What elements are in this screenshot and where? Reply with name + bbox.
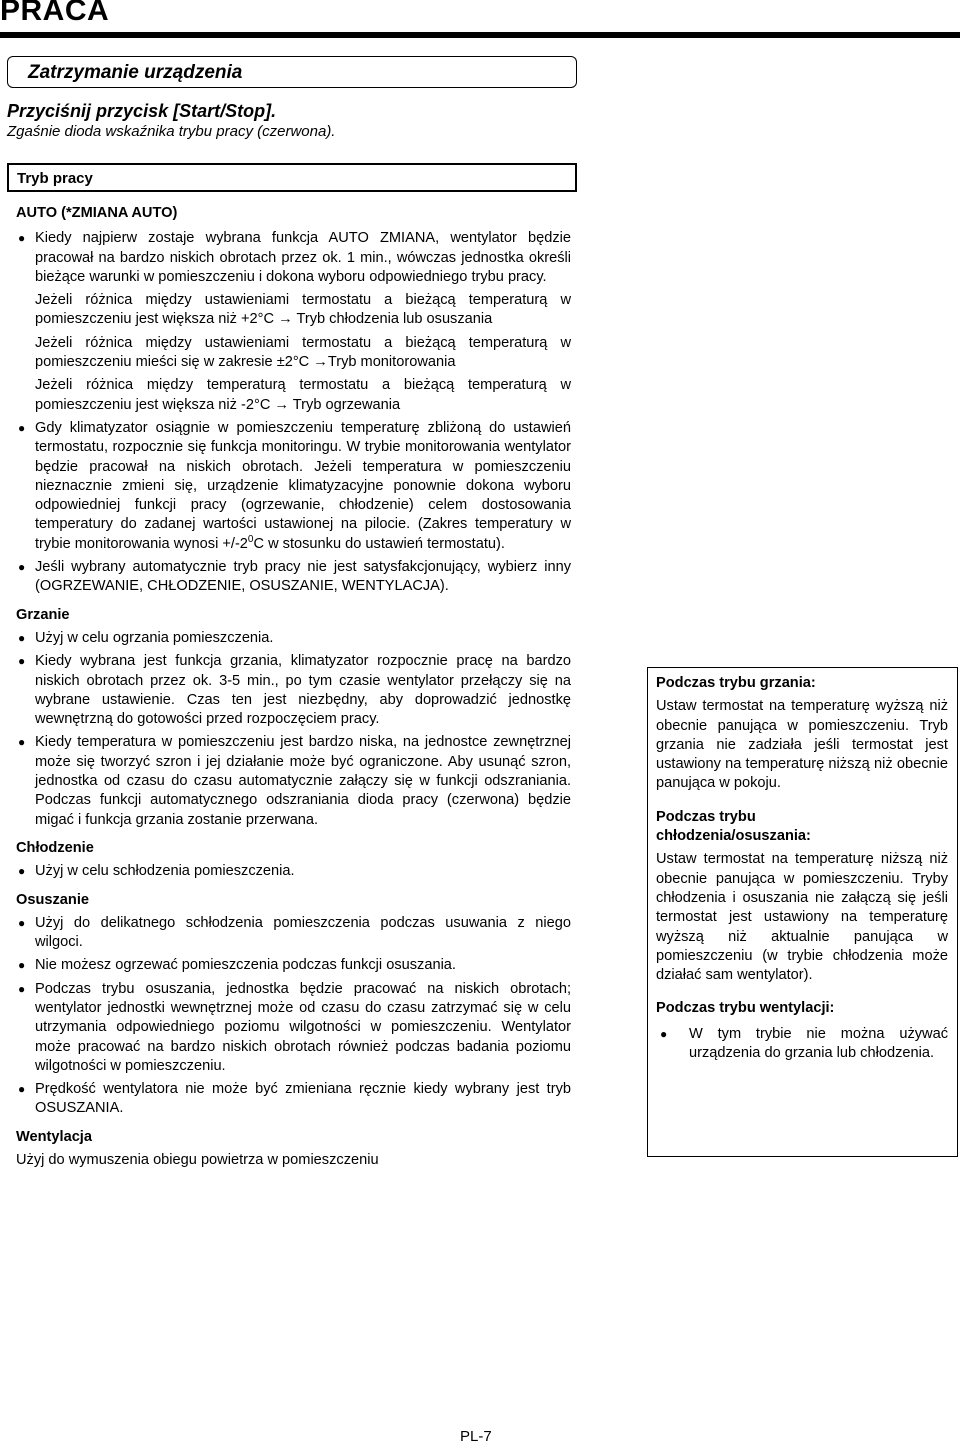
dry-heading: Osuszanie — [16, 891, 89, 908]
bullet-icon: ● — [18, 958, 26, 973]
list-item: ● Kiedy temperatura w pomieszczeniu jest bardzo niska, na jednostce zewnętrznej może się tworzyć szron i jej działanie może być ograniczone. Aby usunąć szron, jednostka od czasu do czasu automatycznie załączy się w funkcji odszraniania. Podczas funkcji automatycznego odszraniania dioda pracy (czerwona) będzie migać i funkcja grzania zostanie przerwana. — [18, 734, 571, 828]
bullet-icon: ● — [18, 915, 26, 930]
title-rule — [0, 32, 960, 38]
list-item: ● Użyj do delikatnego schłodzenia pomieszczenia podczas usuwania z niego wilgoci. — [18, 914, 571, 951]
sidebar-notes — [647, 667, 958, 1157]
list-item: ● Gdy klimatyzator osiągnie w pomieszczeniu temperaturę zbliżoną do ustawień termostatu, rozpocznie się funkcja monitoringu. W trybie monitorowania wentylator będzie pracował na niskich obrotach. Jeżeli temperatura w pomieszczeniu nieznacznie zmieni się, urządzenie klimatyzacyjne ponownie dokona wyboru odpowiedniej funkcji pracy (ogrzewanie, chłodzenie) celem dostosowania temperatury do zadanej wartości ustawionej na pilocie. (Zakres temperatury w trybie monitorowania wynosi $+/-2^0C$ w stosunku do ustawień termostatu). — [18, 419, 571, 552]
fan-heading: Wentylacja — [16, 1128, 92, 1145]
bullet-icon: ● — [18, 981, 26, 996]
list-item: ● Nie możesz ogrzewać pomieszczenia podczas funkcji osuszania. — [16, 956, 571, 975]
sidebar-cool-heading-1: Podczas trybu — [656, 808, 756, 825]
list-item: ● Kiedy najpierw zostaje wybrana funkcja AUTO ZMIANA, wentylator będzie pracował na bardzo niskich obrotach przez ok. 1 min., wówczas jednostka określi bieżące warunki w pomieszczeniu i dokona wyboru odpowiedniego trybu pracy. — [18, 230, 571, 285]
bullet-icon: ● — [18, 630, 26, 645]
list-item: ● Prędkość wentylatora nie może być zmieniana ręcznie kiedy wybrany jest tryb OSUSZANIA. — [18, 1081, 571, 1117]
bullet-icon: ● — [18, 864, 26, 879]
page-title: PRACA — [0, 0, 110, 27]
auto-heading: AUTO (*ZMIANA AUTO) — [16, 205, 178, 221]
bullet-icon: ● — [18, 231, 26, 246]
sidebar-cool-heading-2: chłodzenia/osuszania: — [656, 828, 811, 845]
list-item: ● Podczas trybu osuszania, jednostka będzie pracować na niskich obrotach; wentylator jednostki wewnętrznej może od czasu do czasu zatrzymać się w celu utrzymania odpowiedniego poziomu wilgotności w pomieszczeniu. Wentylator może pracować na bardzo niskich obrotach również podczas badania poziomu wilgotności w pomieszczeniu. — [18, 980, 571, 1074]
stop-instruction: Przyciśnij przycisk [Start/Stop]. — [7, 101, 277, 121]
sidebar-heat-text: Ustaw termostat na temperaturę wyższą niż obecnie panująca w pomieszczeniu. Tryb grzania nie zadziała jeśli termostat jest ustawiony na temperaturę niższą niż obecnie panująca w pokoju. — [656, 698, 948, 792]
main-content — [16, 204, 571, 1170]
mode-box: Tryb pracy — [7, 163, 577, 192]
list-item: ● Kiedy wybrana jest funkcja grzania, klimatyzator rozpocznie pracę na bardzo niskich obrotach przez ok. 3-5 min., po tym czasie wentylator przełączy się na wybrane ustawienie. Czas ten jest niezbędny, aby doprowadzić jednostkę wewnętrzną do gotowości przed rozpoczęciem pracy. — [18, 653, 571, 728]
list-item: ● Jeśli wybrany automatycznie tryb pracy nie jest satysfakcjonujący, wybierz inny (OGRZEWANIE, CHŁODZENIE, OSUSZANIE, WENTYLACJA). — [18, 559, 571, 595]
bullet-icon: ● — [18, 420, 26, 435]
bullet-icon: ● — [660, 1026, 668, 1041]
stop-heading: Zatrzymanie urządzenia — [7, 56, 577, 88]
sidebar-cool-text: Ustaw termostat na temperaturę niższą niż obecnie panująca w pomieszczeniu. Tryby chłodzenia i osuszania nie załączą się jeśli termostat jest ustawiony na temperaturę wyższą niż aktualnie panująca w pomieszczeniu (w trybie chłodzenia może działać sam wentylator). — [656, 851, 948, 984]
bullet-icon: ● — [18, 1082, 26, 1097]
list-item: ● W tym trybie nie można używać urządzenia do grzania lub chłodzenia. — [660, 1025, 948, 1062]
sidebar-heat-heading: Podczas trybu grzania: — [656, 675, 816, 691]
auto-condition-monitor: Jeżeli różnica między ustawieniami termostatu a bieżącą temperaturą w pomieszczeniu mieści się w zakresie ±2°C →Tryb monitorowania — [35, 334, 571, 371]
bullet-icon: ● — [18, 654, 26, 669]
list-item: ● Użyj w celu ogrzania pomieszczenia. — [16, 629, 571, 648]
sidebar-fan-heading: Podczas trybu wentylacji: — [656, 1000, 835, 1017]
auto-condition-heat: Jeżeli różnica między temperaturą termostatu a bieżącą temperaturą w pomieszczeniu jest większa niż -2°C → Tryb ogrzewania — [35, 377, 571, 413]
heat-heading: Grzanie — [16, 606, 70, 623]
bullet-icon: ● — [18, 560, 26, 575]
bullet-icon: ● — [18, 735, 26, 750]
cool-heading: Chłodzenie — [16, 839, 94, 856]
fan-text: Użyj do wymuszenia obiegu powietrza w pomieszczeniu — [16, 1152, 379, 1169]
list-item: ● Użyj w celu schłodzenia pomieszczenia. — [16, 862, 571, 881]
stop-note: Zgaśnie dioda wskaźnika trybu pracy (czerwona). — [7, 123, 336, 140]
auto-condition-cool: Jeżeli różnica między ustawieniami termostatu a bieżącą temperaturą w pomieszczeniu jest większa niż +2°C → Tryb chłodzenia lub osuszania — [35, 292, 571, 328]
page-number: PL-7 — [460, 1428, 492, 1445]
